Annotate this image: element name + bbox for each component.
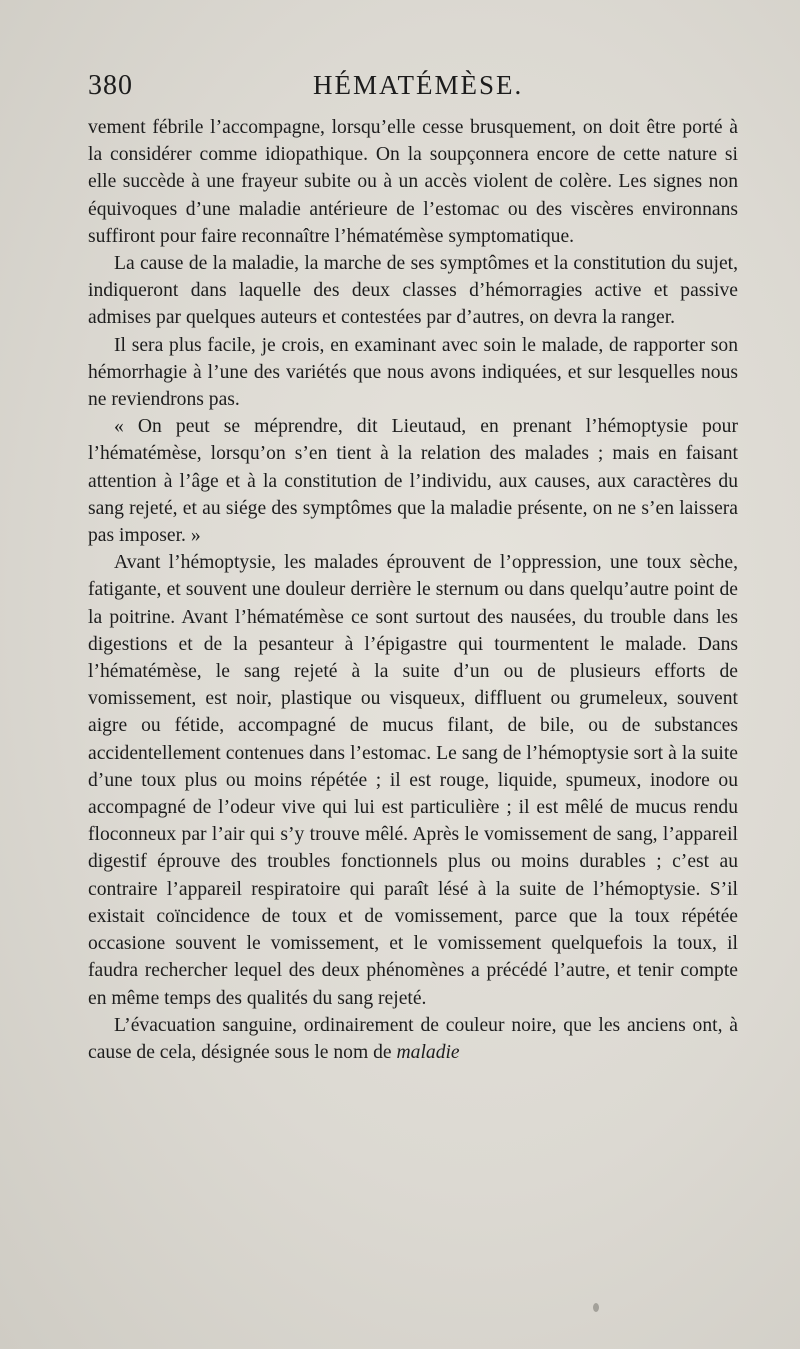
page-number: 380 — [88, 70, 133, 101]
paragraph-2: La cause de la maladie, la marche de ses symptômes et la constitution du sujet, indiqueront dans laquelle des deux classes d’hémorragies active et passive admises par quelques auteurs et contestées par d’autres, on devra la ranger. — [88, 253, 738, 329]
paragraph-1: vement fébrile l’accompagne, lorsqu’elle cesse brusquement, on doit être porté à la considérer comme idiopathique. On la soupçonnera encore de cette nature si elle succède à une frayeur subite ou à un accès violent de colère. Les signes non équivoques d’une maladie antérieure de l’estomac ou des viscères environnans suffiront pour faire reconnaître l’hématémèse symptomatique. — [88, 117, 738, 247]
paragraph-6 — [88, 1012, 738, 1066]
paragraph-5: Avant l’hémoptysie, les malades éprouvent de l’oppression, une toux sèche, fatigante, et souvent une douleur derrière le sternum ou dans quelqu’autre point de la poitrine. Avant l’hématémèse ce sont surtout des nausées, du trouble dans les digestions et de la pesanteur à l’épigastre qui tourmentent le malade. Dans l’hématémèse, le sang rejeté à la suite d’un ou de plusieurs efforts de vomissement, est noir, plastique ou visqueux, diffluent ou grumeleux, souvent aigre ou fétide, accompagné de mucus filant, de bile, ou de substances accidentellement contenues dans l’estomac. Le sang de l’hémoptysie sort à la suite d’une toux plus ou moins répétée ; il est rouge, liquide, spumeux, inodore ou accompagné de l’odeur vive qui lui est particulière ; il est mêlé de mucus rendu floconneux par l’air qui s’y trouve mêlé. Après le vomissement de sang, l’appareil digestif éprouve des troubles fonctionnels plus ou moins durables ; c’est au contraire l’appareil respiratoire qui paraît lésé à la suite de l’hémoptysie. S’il existait coïncidence de toux et de vomissement, parce que la toux répétée occasione souvent le vomissement, et le vomissement quelquefois la toux, il faudra rechercher lequel des deux phénomènes a précédé l’autre, et tenir compte en même temps des qualités du sang rejeté. — [88, 552, 738, 1009]
paragraph-6-italic-word: maladie — [396, 1041, 460, 1063]
paragraph-4-quotation: « On peut se méprendre, dit Lieutaud, en prenant l’hémoptysie pour l’hématémèse, lorsqu’on s’en tient à la relation des malades ; mais en faisant attention à l’âge et à la constitution de l’individu, aux causes, aux caractères du sang rejeté, et au siége des symptômes que la maladie présente, on ne s’en laissera pas imposer. » — [88, 416, 738, 547]
running-title: HÉMATÉMÈSE. — [313, 70, 524, 100]
page-header — [88, 70, 738, 106]
paragraph-6-text: L’évacuation sanguine, ordinairement de couleur noire, que les anciens ont, à cause de cela, désignée sous le nom de — [88, 1014, 738, 1063]
paragraph-3: Il sera plus facile, je crois, en examinant avec soin le malade, de rapporter son hémorrhagie à l’une des variétés que nous avons indiquées, et sur lesquelles nous ne reviendrons pas. — [88, 334, 738, 411]
paper-blemish — [593, 1303, 599, 1312]
body-text — [88, 114, 738, 1066]
